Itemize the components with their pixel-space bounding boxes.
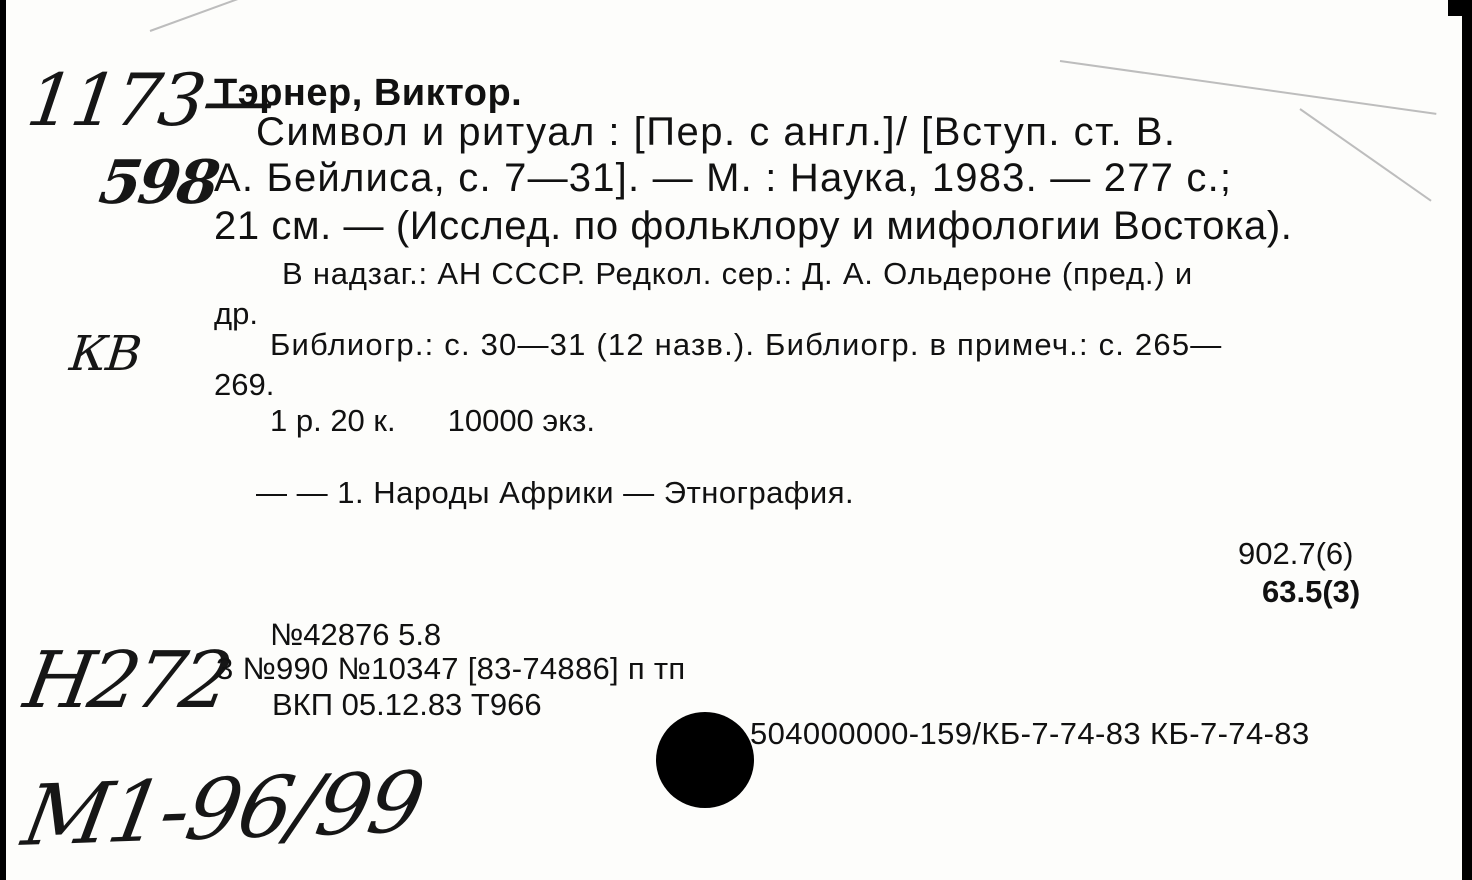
bibliography-note: Библиогр.: с. 30—31 (12 назв.). Библиогр. в примеч.: с. 265— (270, 327, 1223, 362)
price-and-print-run (270, 403, 595, 439)
udc-index: 902.7(6) (1238, 536, 1354, 571)
description-line: 21 см. — (Исслед. по фольклору и мифологии Востока). (214, 204, 1293, 248)
price: 1 р. 20 к. (270, 403, 396, 438)
scan-streak (1060, 60, 1437, 115)
bibliography-note: 269. (214, 367, 275, 402)
description-line: А. Бейлиса, с. 7—31]. — М. : Наука, 1983. — 277 с.; (214, 156, 1233, 200)
catalog-code: 504000000-159/КБ-7-74-83 КБ-7-74-83 (750, 716, 1310, 751)
handwritten-code: Н272 (18, 636, 235, 726)
scan-streak (150, 0, 263, 32)
card-edge-left (0, 0, 6, 880)
registration-codes: 3 №990 №10347 [83-74886] п тп (216, 651, 686, 686)
handwritten-inventory-number: М1-96/99 (15, 753, 430, 865)
bbk-index: 63.5(3) (1262, 574, 1361, 609)
handwritten-mark: КВ (67, 326, 144, 382)
handwritten-call-number-bottom: 598 (95, 148, 222, 218)
handwritten-call-number-top: 1173— (22, 58, 280, 142)
card-number: №42876 5.8 (270, 617, 442, 652)
subject-heading: — — 1. Народы Африки — Этнография. (256, 475, 855, 510)
punch-hole (656, 712, 754, 808)
card-edge-right (1462, 14, 1472, 880)
scan-streak (1299, 108, 1431, 201)
author-heading: Тэрнер, Виктор. (214, 72, 523, 114)
note-line: др. (214, 296, 258, 331)
description-line: Символ и ритуал : [Пер. с англ.]/ [Вступ. ст. В. (256, 110, 1177, 154)
printing-info: ВКП 05.12.83 Т966 (272, 687, 542, 722)
print-run: 10000 экз. (447, 403, 595, 438)
card-corner-top-right (1448, 0, 1472, 16)
note-line: В надзаг.: АН СССР. Редкол. сер.: Д. А. Ольдероне (пред.) и (282, 256, 1193, 291)
